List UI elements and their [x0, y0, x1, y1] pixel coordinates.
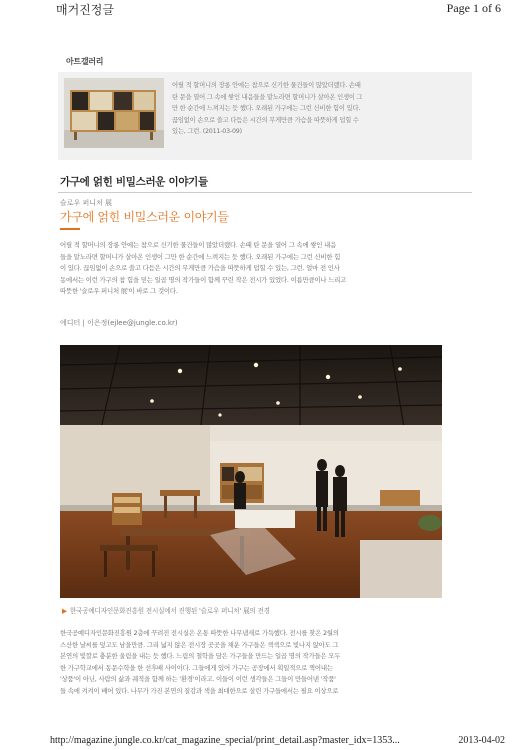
intro-line: 따뜻한 '슬로우 퍼니처 展'이 바로 그 것이다. — [60, 287, 178, 295]
body-line: 스산한 날씨를 덮고도 남을만큼. 그리 넓지 않은 전시장 곳곳을 채운 가구들은 색색으로 빛나지 않아도 그 — [60, 640, 339, 649]
article-intro — [60, 240, 470, 298]
intro-line: 들을 맡노라면 할머니가 살아온 인생이 그만 한 순간에 느껴지는 듯 했다. 오래된 가구에는 그런 신비한 힘 — [60, 252, 341, 261]
article-headline: 가구에 얽힌 비밀스러운 이야기들 — [60, 210, 229, 224]
photo-caption — [62, 605, 270, 615]
gallery-thumbnail[interactable] — [64, 78, 164, 148]
gallery-line: 끊임없이 손으로 쓸고 다듬은 시간의 무게만큼 가슴을 따뜻하게 덥힐 수 — [172, 116, 359, 124]
intro-line: 이 있다. 끊임없이 손으로 쓸고 다듬은 시간의 무게만큼 가슴을 따뜻하게 덥힐 수 있는, 그런. 얼마 전 인사 — [60, 264, 340, 272]
exhibition-photo — [60, 345, 442, 598]
body-line: 들 속에 켜켜이 배어 있다. 나무가 가진 본연의 질감과 색을 최대한으로 살린 가구들에서는 필요 이상으로 — [60, 686, 339, 695]
gallery-line: 만 한 순간에 느껴지는 듯 했다. 오래된 가구에는 그런 신비한 힘이 있다. — [172, 105, 361, 112]
body-line: 한 가구학교에서 동문수학을 한 선후배 사이이다. 그들에게 있어 가구는 공장에서 획일적으로 찍어내는 — [60, 663, 333, 672]
site-title: 매거진정글 — [56, 3, 114, 17]
body-line: 한국공예디자인문화진흥원 2층에 꾸려진 전시실은 온통 따뜻한 나무냄새로 가득했다. 전시를 찾은 2월의 — [60, 629, 339, 637]
print-date: 2013-04-02 — [458, 735, 505, 746]
article-category: 슬로우 퍼니처 展 — [60, 199, 113, 207]
page-url[interactable]: http://magazine.jungle.co.kr/cat_magazine_special/print_detail.asp?master_idx=1353... — [50, 735, 400, 746]
intro-line: 동에서는 이런 가구의 참 힘을 믿는 일곱 명의 작가들이 함께 꾸린 작은 전시가 있었다. 이름만큼이나 느리고 — [60, 275, 347, 284]
gallery-label: 아트갤러리 — [66, 57, 104, 66]
gallery-line: 탄 문을 열어 그 속에 쌓인 내음들을 맡노라면 할머니가 살아온 인생이 그 — [172, 93, 363, 101]
gallery-line: 어릴 적 할머니의 장롱 안에는 참으로 신기한 물건들이 많았더랬다. 손때 — [172, 82, 361, 89]
print-header — [0, 0, 531, 24]
body-line: 본연의 빛깔로 충분한 울림을 내는 듯 했다. 느림의 철학을 담은 가구들을 만드는 일곱 명의 작가들은 모두 — [60, 652, 341, 660]
editor-credit: 에디터 | 이은정(ejlee@jungle.co.kr) — [60, 319, 178, 327]
headline-underline — [60, 228, 80, 230]
caption-text: 한국공예디자인문화진흥원 전시실에서 진행된 '슬로우 퍼니처' 展의 전경 — [69, 607, 270, 615]
gallery-line: 있는, 그런. (2011-03-09) — [172, 128, 242, 135]
print-footer — [0, 735, 531, 750]
article-body — [60, 628, 476, 697]
gallery-description — [172, 80, 462, 138]
body-line: '상품'이 아닌, 사람의 삶과 궤적을 함께 하는 '환경'이라고. 이들이 이런 생각들은 그들이 만들어낸 '작품' — [60, 675, 336, 683]
intro-line: 어릴 적 할머니의 장롱 안에는 참으로 신기한 물건들이 많았더랬다. 손때 탄 문을 열어 그 속에 쌓인 내음 — [60, 241, 337, 249]
article-title: 가구에 얽힌 비밀스러운 이야기들 — [60, 176, 208, 188]
caption-bullet-icon: ▶ — [62, 607, 67, 615]
page-indicator: Page 1 of 6 — [446, 1, 501, 15]
title-divider — [58, 192, 472, 193]
